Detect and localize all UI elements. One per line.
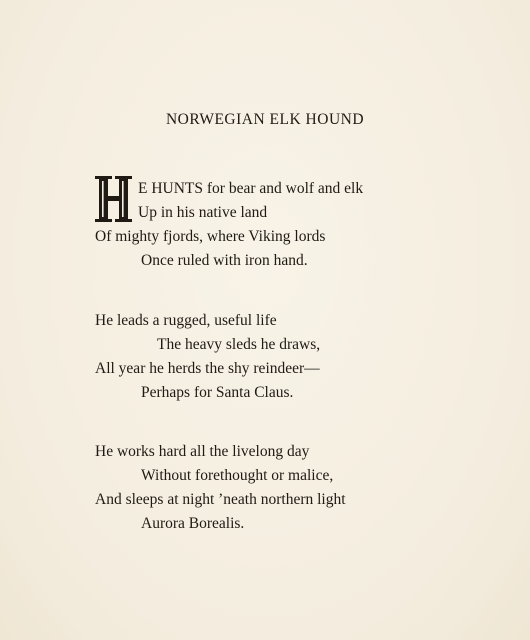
- stanza-3-line-3: And sleeps at night ’neath northern light: [95, 491, 346, 508]
- stanza-2-line-2: The heavy sleds he draws,: [157, 336, 321, 353]
- stanza-1-line-1: E HUNTS for bear and wolf and elk: [138, 180, 364, 197]
- stanza-3-line-2: Without forethought or malice,: [141, 467, 334, 484]
- stanza-1-line-4: Once ruled with iron hand.: [141, 252, 308, 269]
- stanza-2-line-4: Perhaps for Santa Claus.: [141, 384, 294, 401]
- stanza-3-line-1: He works hard all the livelong day: [95, 443, 310, 460]
- stanza-1-line-2: Up in his native land: [138, 204, 268, 221]
- drop-cap-letter: [93, 174, 135, 224]
- stanza-2-line-1: He leads a rugged, useful life: [95, 312, 277, 329]
- stanza-3-line-4: Aurora Borealis.: [141, 515, 245, 532]
- poem-title: NORWEGIAN ELK HOUND: [165, 111, 365, 128]
- stanza-2-line-3: All year he herds the shy reindeer—: [95, 360, 320, 377]
- stanza-1-line-3: Of mighty fjords, where Viking lords: [95, 228, 326, 245]
